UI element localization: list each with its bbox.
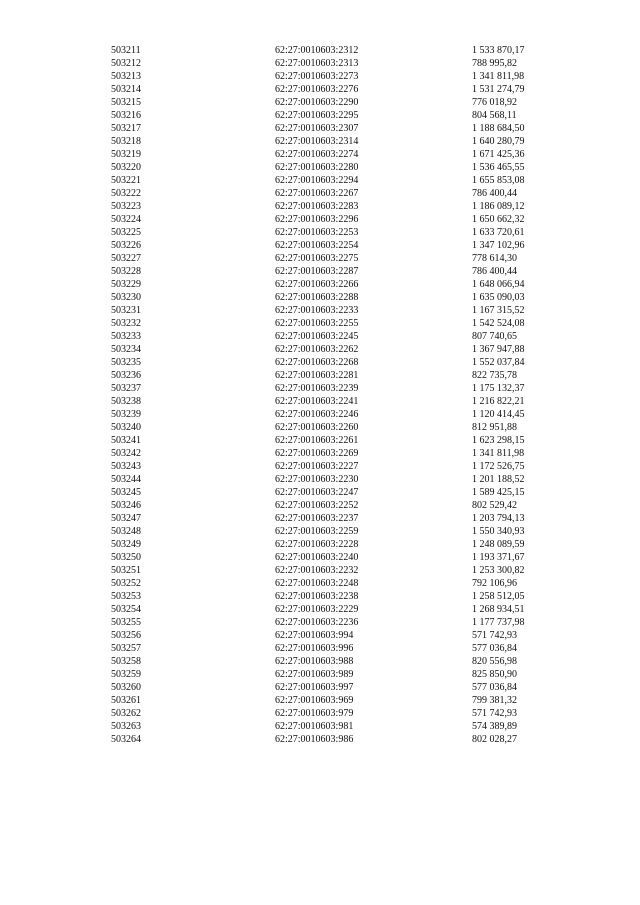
- cadastral-number-cell: 62:27:0010603:988: [275, 656, 354, 667]
- table-row: [0, 356, 640, 369]
- cadastral-value-cell: 1 175 132,37: [472, 383, 525, 394]
- cadastral-number-cell: 62:27:0010603:2269: [275, 448, 359, 459]
- table-row: [0, 291, 640, 304]
- cadastral-value-cell: 1 253 300,82: [472, 565, 525, 576]
- cadastral-value-cell: 799 381,32: [472, 695, 517, 706]
- cadastral-value-cell: 1 367 947,88: [472, 344, 525, 355]
- table-row: [0, 681, 640, 694]
- cadastral-value-cell: 1 258 512,05: [472, 591, 525, 602]
- cadastral-value-cell: 1 216 822,21: [472, 396, 525, 407]
- cadastral-number-cell: 62:27:0010603:2230: [275, 474, 359, 485]
- cadastral-number-cell: 62:27:0010603:2253: [275, 227, 359, 238]
- row-number-cell: 503233: [111, 331, 141, 342]
- cadastral-value-cell: 1 120 414,45: [472, 409, 525, 420]
- cadastral-number-cell: 62:27:0010603:2280: [275, 162, 359, 173]
- table-row: [0, 421, 640, 434]
- row-number-cell: 503255: [111, 617, 141, 628]
- cadastral-number-cell: 62:27:0010603:969: [275, 695, 354, 706]
- cadastral-number-cell: 62:27:0010603:2281: [275, 370, 359, 381]
- table-row: [0, 122, 640, 135]
- table-row: [0, 70, 640, 83]
- cadastral-number-cell: 62:27:0010603:2245: [275, 331, 359, 342]
- row-number-cell: 503251: [111, 565, 141, 576]
- row-number-cell: 503252: [111, 578, 141, 589]
- row-number-cell: 503249: [111, 539, 141, 550]
- row-number-cell: 503227: [111, 253, 141, 264]
- cadastral-value-cell: 1 531 274,79: [472, 84, 525, 95]
- row-number-cell: 503253: [111, 591, 141, 602]
- cadastral-value-cell: 1 201 188,52: [472, 474, 525, 485]
- row-number-cell: 503214: [111, 84, 141, 95]
- row-number-cell: 503244: [111, 474, 141, 485]
- row-number-cell: 503262: [111, 708, 141, 719]
- cadastral-number-cell: 62:27:0010603:2228: [275, 539, 359, 550]
- cadastral-number-cell: 62:27:0010603:2260: [275, 422, 359, 433]
- row-number-cell: 503231: [111, 305, 141, 316]
- table-row: [0, 551, 640, 564]
- cadastral-value-cell: 1 177 737,98: [472, 617, 525, 628]
- cadastral-number-cell: 62:27:0010603:981: [275, 721, 354, 732]
- cadastral-value-cell: 577 036,84: [472, 682, 517, 693]
- row-number-cell: 503234: [111, 344, 141, 355]
- table-body: [0, 44, 640, 746]
- cadastral-value-cell: 1 655 853,08: [472, 175, 525, 186]
- table-row: [0, 629, 640, 642]
- row-number-cell: 503216: [111, 110, 141, 121]
- row-number-cell: 503240: [111, 422, 141, 433]
- row-number-cell: 503261: [111, 695, 141, 706]
- cadastral-number-cell: 62:27:0010603:2240: [275, 552, 359, 563]
- row-number-cell: 503239: [111, 409, 141, 420]
- cadastral-number-cell: 62:27:0010603:2261: [275, 435, 359, 446]
- row-number-cell: 503211: [111, 45, 141, 56]
- table-row: [0, 707, 640, 720]
- table-row: [0, 733, 640, 746]
- cadastral-number-cell: 62:27:0010603:2313: [275, 58, 359, 69]
- cadastral-number-cell: 62:27:0010603:2246: [275, 409, 359, 420]
- cadastral-number-cell: 62:27:0010603:2239: [275, 383, 359, 394]
- row-number-cell: 503246: [111, 500, 141, 511]
- row-number-cell: 503258: [111, 656, 141, 667]
- cadastral-value-cell: 1 552 037,84: [472, 357, 525, 368]
- table-row: [0, 577, 640, 590]
- row-number-cell: 503220: [111, 162, 141, 173]
- cadastral-value-cell: 1 347 102,96: [472, 240, 525, 251]
- table-row: [0, 486, 640, 499]
- cadastral-value-cell: 1 248 089,59: [472, 539, 525, 550]
- cadastral-number-cell: 62:27:0010603:2232: [275, 565, 359, 576]
- table-row: [0, 408, 640, 421]
- cadastral-number-cell: 62:27:0010603:2248: [275, 578, 359, 589]
- cadastral-value-cell: 571 742,93: [472, 630, 517, 641]
- cadastral-number-cell: 62:27:0010603:2267: [275, 188, 359, 199]
- cadastral-value-cell: 820 556,98: [472, 656, 517, 667]
- cadastral-number-cell: 62:27:0010603:2307: [275, 123, 359, 134]
- table-row: [0, 174, 640, 187]
- table-row: [0, 525, 640, 538]
- table-row: [0, 57, 640, 70]
- table-row: [0, 395, 640, 408]
- cadastral-number-cell: 62:27:0010603:2314: [275, 136, 359, 147]
- table-row: [0, 694, 640, 707]
- cadastral-value-cell: 792 106,96: [472, 578, 517, 589]
- row-number-cell: 503256: [111, 630, 141, 641]
- table-row: [0, 512, 640, 525]
- table-row: [0, 616, 640, 629]
- table-row: [0, 434, 640, 447]
- cadastral-value-cell: 1 268 934,51: [472, 604, 525, 615]
- table-row: [0, 538, 640, 551]
- row-number-cell: 503248: [111, 526, 141, 537]
- cadastral-value-cell: 577 036,84: [472, 643, 517, 654]
- cadastral-value-cell: 802 028,27: [472, 734, 517, 745]
- cadastral-value-cell: 571 742,93: [472, 708, 517, 719]
- cadastral-value-cell: 1 640 280,79: [472, 136, 525, 147]
- cadastral-number-cell: 62:27:0010603:2295: [275, 110, 359, 121]
- cadastral-value-cell: 1 341 811,98: [472, 71, 525, 82]
- table-row: [0, 343, 640, 356]
- table-row: [0, 187, 640, 200]
- row-number-cell: 503247: [111, 513, 141, 524]
- cadastral-number-cell: 62:27:0010603:994: [275, 630, 354, 641]
- row-number-cell: 503225: [111, 227, 141, 238]
- table-row: [0, 642, 640, 655]
- table-row: [0, 239, 640, 252]
- row-number-cell: 503245: [111, 487, 141, 498]
- table-row: [0, 213, 640, 226]
- cadastral-value-cell: 1 633 720,61: [472, 227, 525, 238]
- table-row: [0, 317, 640, 330]
- row-number-cell: 503230: [111, 292, 141, 303]
- cadastral-value-cell: 802 529,42: [472, 500, 517, 511]
- row-number-cell: 503218: [111, 136, 141, 147]
- row-number-cell: 503217: [111, 123, 141, 134]
- cadastral-value-cell: 786 400,44: [472, 188, 517, 199]
- cadastral-number-cell: 62:27:0010603:2227: [275, 461, 359, 472]
- table-row: [0, 330, 640, 343]
- cadastral-number-cell: 62:27:0010603:2255: [275, 318, 359, 329]
- cadastral-value-cell: 1 671 425,36: [472, 149, 525, 160]
- row-number-cell: 503259: [111, 669, 141, 680]
- cadastral-value-cell: 1 341 811,98: [472, 448, 525, 459]
- table-row: [0, 447, 640, 460]
- row-number-cell: 503222: [111, 188, 141, 199]
- table-row: [0, 473, 640, 486]
- cadastral-value-cell: 1 193 371,67: [472, 552, 525, 563]
- cadastral-value-cell: 574 389,89: [472, 721, 517, 732]
- cadastral-number-cell: 62:27:0010603:2229: [275, 604, 359, 615]
- cadastral-value-cell: 1 167 315,52: [472, 305, 525, 316]
- cadastral-number-cell: 62:27:0010603:2266: [275, 279, 359, 290]
- table-row: [0, 200, 640, 213]
- cadastral-value-cell: 1 188 684,50: [472, 123, 525, 134]
- cadastral-value-cell: 822 735,78: [472, 370, 517, 381]
- cadastral-number-cell: 62:27:0010603:2252: [275, 500, 359, 511]
- table-row: [0, 369, 640, 382]
- row-number-cell: 503238: [111, 396, 141, 407]
- row-number-cell: 503237: [111, 383, 141, 394]
- row-number-cell: 503254: [111, 604, 141, 615]
- cadastral-number-cell: 62:27:0010603:2288: [275, 292, 359, 303]
- table-row: [0, 590, 640, 603]
- table-row: [0, 226, 640, 239]
- cadastral-number-cell: 62:27:0010603:997: [275, 682, 354, 693]
- table-row: [0, 278, 640, 291]
- row-number-cell: 503213: [111, 71, 141, 82]
- table-row: [0, 96, 640, 109]
- cadastral-value-cell: 776 018,92: [472, 97, 517, 108]
- cadastral-number-cell: 62:27:0010603:2274: [275, 149, 359, 160]
- cadastral-value-cell: 786 400,44: [472, 266, 517, 277]
- row-number-cell: 503226: [111, 240, 141, 251]
- cadastral-value-cell: 1 648 066,94: [472, 279, 525, 290]
- cadastral-number-cell: 62:27:0010603:2287: [275, 266, 359, 277]
- cadastral-value-cell: 1 542 524,08: [472, 318, 525, 329]
- cadastral-number-cell: 62:27:0010603:989: [275, 669, 354, 680]
- row-number-cell: 503243: [111, 461, 141, 472]
- cadastral-value-cell: 1 589 425,15: [472, 487, 525, 498]
- cadastral-value-cell: 1 550 340,93: [472, 526, 525, 537]
- cadastral-value-cell: 807 740,65: [472, 331, 517, 342]
- cadastral-number-cell: 62:27:0010603:2238: [275, 591, 359, 602]
- table-row: [0, 109, 640, 122]
- row-number-cell: 503229: [111, 279, 141, 290]
- cadastral-number-cell: 62:27:0010603:2312: [275, 45, 359, 56]
- table-row: [0, 564, 640, 577]
- cadastral-value-cell: 1 172 526,75: [472, 461, 525, 472]
- table-row: [0, 382, 640, 395]
- row-number-cell: 503228: [111, 266, 141, 277]
- row-number-cell: 503221: [111, 175, 141, 186]
- cadastral-value-cell: 1 203 794,13: [472, 513, 525, 524]
- table-row: [0, 148, 640, 161]
- cadastral-number-cell: 62:27:0010603:2276: [275, 84, 359, 95]
- cadastral-value-cell: 778 614,30: [472, 253, 517, 264]
- row-number-cell: 503224: [111, 214, 141, 225]
- cadastral-number-cell: 62:27:0010603:2236: [275, 617, 359, 628]
- cadastral-number-cell: 62:27:0010603:2273: [275, 71, 359, 82]
- row-number-cell: 503232: [111, 318, 141, 329]
- table-row: [0, 83, 640, 96]
- table-row: [0, 603, 640, 616]
- table-row: [0, 304, 640, 317]
- table-row: [0, 655, 640, 668]
- cadastral-number-cell: 62:27:0010603:996: [275, 643, 354, 654]
- cadastral-value-cell: 804 568,11: [472, 110, 517, 121]
- row-number-cell: 503212: [111, 58, 141, 69]
- row-number-cell: 503263: [111, 721, 141, 732]
- row-number-cell: 503219: [111, 149, 141, 160]
- table-row: [0, 668, 640, 681]
- cadastral-number-cell: 62:27:0010603:2275: [275, 253, 359, 264]
- cadastral-number-cell: 62:27:0010603:2283: [275, 201, 359, 212]
- row-number-cell: 503236: [111, 370, 141, 381]
- cadastral-value-cell: 812 951,88: [472, 422, 517, 433]
- row-number-cell: 503257: [111, 643, 141, 654]
- cadastral-number-cell: 62:27:0010603:986: [275, 734, 354, 745]
- cadastral-number-cell: 62:27:0010603:2241: [275, 396, 359, 407]
- cadastral-number-cell: 62:27:0010603:2254: [275, 240, 359, 251]
- cadastral-value-cell: 1 650 662,32: [472, 214, 525, 225]
- row-number-cell: 503260: [111, 682, 141, 693]
- row-number-cell: 503250: [111, 552, 141, 563]
- cadastral-number-cell: 62:27:0010603:979: [275, 708, 354, 719]
- cadastral-value-cell: 788 995,82: [472, 58, 517, 69]
- row-number-cell: 503242: [111, 448, 141, 459]
- cadastral-number-cell: 62:27:0010603:2294: [275, 175, 359, 186]
- cadastral-number-cell: 62:27:0010603:2247: [275, 487, 359, 498]
- table-row: [0, 44, 640, 57]
- table-row: [0, 161, 640, 174]
- cadastral-value-cell: 1 533 870,17: [472, 45, 525, 56]
- row-number-cell: 503264: [111, 734, 141, 745]
- cadastral-number-cell: 62:27:0010603:2233: [275, 305, 359, 316]
- cadastral-value-cell: 1 635 090,03: [472, 292, 525, 303]
- row-number-cell: 503223: [111, 201, 141, 212]
- cadastral-value-cell: 825 850,90: [472, 669, 517, 680]
- cadastral-value-cell: 1 623 298,15: [472, 435, 525, 446]
- table-row: [0, 460, 640, 473]
- cadastral-number-cell: 62:27:0010603:2296: [275, 214, 359, 225]
- row-number-cell: 503215: [111, 97, 141, 108]
- cadastral-number-cell: 62:27:0010603:2259: [275, 526, 359, 537]
- table-row: [0, 720, 640, 733]
- table-row: [0, 252, 640, 265]
- cadastral-number-cell: 62:27:0010603:2237: [275, 513, 359, 524]
- row-number-cell: 503241: [111, 435, 141, 446]
- cadastral-value-cell: 1 536 465,55: [472, 162, 525, 173]
- cadastral-number-cell: 62:27:0010603:2290: [275, 97, 359, 108]
- table-row: [0, 265, 640, 278]
- cadastral-number-cell: 62:27:0010603:2262: [275, 344, 359, 355]
- cadastral-value-cell: 1 186 089,12: [472, 201, 525, 212]
- table-row: [0, 135, 640, 148]
- row-number-cell: 503235: [111, 357, 141, 368]
- table-row: [0, 499, 640, 512]
- cadastral-number-cell: 62:27:0010603:2268: [275, 357, 359, 368]
